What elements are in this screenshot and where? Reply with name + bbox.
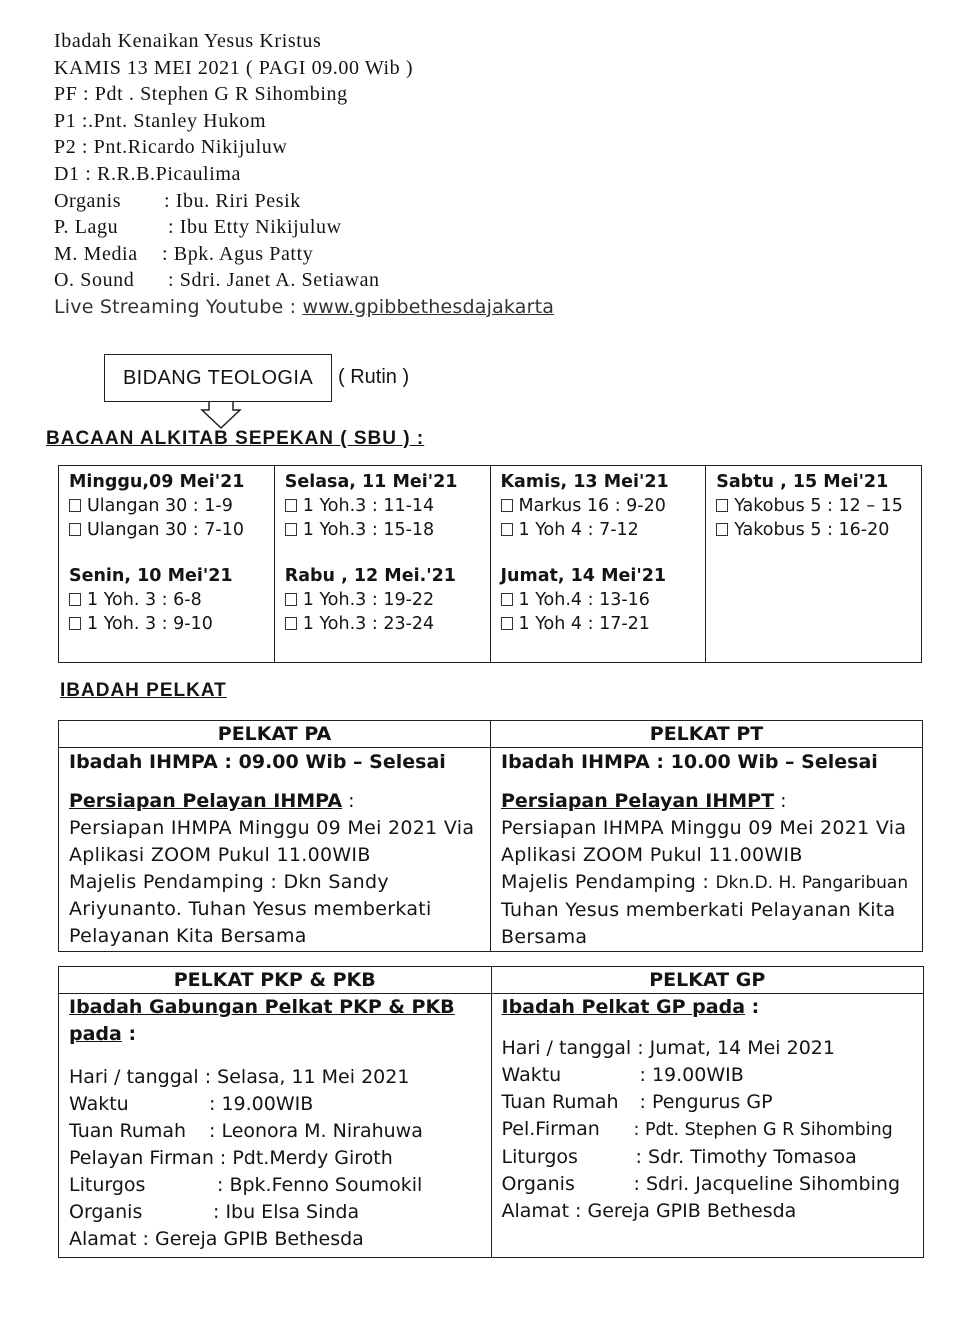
gp-title-line <box>502 994 914 1021</box>
reading-text: 1 Yoh.3 : 15-18 <box>302 520 435 540</box>
pt-line: Tuhan Yesus memberkati Pelayanan Kita <box>501 899 896 921</box>
reading-item <box>285 518 490 542</box>
mmedia-label: M. Media <box>54 242 138 265</box>
book-icon <box>285 499 297 512</box>
table-row <box>59 967 924 994</box>
organis-label: Organis <box>54 189 122 212</box>
sbu-table <box>58 465 922 663</box>
gp-pf-value: : Pdt. Stephen G R Sihombing <box>633 1120 893 1140</box>
organis-line <box>54 188 554 215</box>
pkp-alamat: Alamat : Gereja GPIB Bethesda <box>69 1228 364 1250</box>
sbu-column-3 <box>490 466 706 663</box>
sbu-day: Senin, 10 Mei'21 <box>69 566 233 586</box>
gp-tuan-label: Tuan Rumah <box>501 1091 619 1113</box>
gp-tuan-rumah <box>502 1089 914 1116</box>
pa-line: Ariyunanto. Tuhan Yesus memberkati <box>69 898 432 920</box>
p2-line: P2 : Pnt.Ricardo Nikijuluw <box>54 136 288 159</box>
reading-item <box>69 518 274 542</box>
book-icon <box>69 617 81 630</box>
pkp-liturgos-value: : Bpk.Fenno Soumokil <box>217 1174 423 1196</box>
gp-hari: Hari / tanggal : Jumat, 14 Mei 2021 <box>501 1037 835 1059</box>
plagu-line <box>54 214 554 241</box>
reading-text: Yakobus 5 : 16-20 <box>734 520 890 540</box>
pa-prep-heading <box>69 788 480 815</box>
reading-item <box>285 494 490 518</box>
reading-item <box>69 612 274 636</box>
book-icon <box>716 523 728 536</box>
bidang-note: ( Rutin ) <box>338 366 410 388</box>
sbu-day: Rabu , 12 Mei.'21 <box>284 566 456 586</box>
mmedia-value: : Bpk. Agus Patty <box>162 242 314 265</box>
book-icon <box>501 593 513 606</box>
live-url-link[interactable]: www.gpibbethesdajakarta <box>302 295 555 318</box>
pelkat-pa-pt-table <box>58 720 923 952</box>
sbu-day: Selasa, 11 Mei'21 <box>284 472 458 492</box>
pkp-hari: Hari / tanggal : Selasa, 11 Mei 2021 <box>69 1066 410 1088</box>
gp-alamat: Alamat : Gereja GPIB Bethesda <box>501 1200 797 1222</box>
d1-line: D1 : R.R.B.Picaulima <box>54 162 241 185</box>
plagu-value: : Ibu Etty Nikijuluw <box>168 216 342 239</box>
pkp-waktu <box>69 1091 481 1118</box>
p1-line: P1 :.Pnt. Stanley Hukom <box>54 109 267 132</box>
pt-majelis-label: Majelis Pendamping : <box>501 871 716 893</box>
book-icon <box>69 593 81 606</box>
pkp-waktu-label: Waktu <box>69 1093 129 1115</box>
sbu-column-2 <box>274 466 490 663</box>
sbu-column-1 <box>59 466 275 663</box>
book-icon <box>285 523 297 536</box>
sbu-day: Minggu,09 Mei'21 <box>69 472 245 492</box>
book-icon <box>69 523 81 536</box>
gp-liturgos <box>502 1144 914 1171</box>
gp-waktu-value: : 19.00WIB <box>639 1064 744 1086</box>
gp-organis <box>502 1171 914 1198</box>
book-icon <box>716 499 728 512</box>
reading-item <box>69 588 274 612</box>
pt-prep-heading <box>501 788 912 815</box>
pkp-waktu-value: : 19.00WIB <box>209 1093 314 1115</box>
pkp-organis-label: Organis <box>69 1201 143 1223</box>
pkp-tuan-label: Tuan Rumah <box>69 1120 187 1142</box>
pa-prep-title: Persiapan Pelayan IHMPA <box>69 790 343 812</box>
pelkat-pa-cell <box>59 748 491 952</box>
pelkat-pa-header: PELKAT PA <box>59 721 491 748</box>
reading-item <box>501 518 706 542</box>
gp-tuan-value: : Pengurus GP <box>639 1091 773 1113</box>
book-icon <box>501 523 513 536</box>
pkp-liturgos-label: Liturgos <box>69 1174 146 1196</box>
pkp-liturgos <box>69 1172 481 1199</box>
gp-waktu <box>502 1062 914 1089</box>
pa-ibadah: Ibadah IHMPA : 09.00 Wib – Selesai <box>69 751 446 773</box>
mmedia-line <box>54 241 554 268</box>
live-streaming-line <box>54 294 554 321</box>
service-date: KAMIS 13 MEI 2021 ( PAGI 09.00 Wib ) <box>54 56 414 79</box>
book-icon <box>501 499 513 512</box>
table-row <box>59 748 923 952</box>
pkp-title: Ibadah Gabungan Pelkat PKP & PKB <box>69 996 455 1018</box>
osound-line <box>54 267 554 294</box>
pelkat-title: IBADAH PELKAT <box>60 680 227 701</box>
pelkat-pt-cell <box>491 748 923 952</box>
pt-line: Persiapan IHMPA Minggu 09 Mei 2021 Via <box>501 817 907 839</box>
pkp-organis-value: : Ibu Elsa Sinda <box>213 1201 360 1223</box>
gp-waktu-label: Waktu <box>501 1064 562 1086</box>
pt-line <box>501 869 912 897</box>
organis-value: : Ibu. Riri Pesik <box>164 189 301 212</box>
book-icon <box>285 617 297 630</box>
reading-item <box>501 612 706 636</box>
pt-prep-title: Persiapan Pelayan IHMPT <box>501 790 775 812</box>
pelkat-pkp-gp-table <box>58 966 924 1258</box>
pa-line: Majelis Pendamping : Dkn Sandy <box>69 871 389 893</box>
reading-text: Ulangan 30 : 1-9 <box>87 496 233 516</box>
table-row <box>59 466 922 663</box>
pelkat-pkp-cell <box>59 994 492 1258</box>
reading-item <box>285 588 490 612</box>
table-row <box>59 994 924 1258</box>
pa-line: Pelayanan Kita Bersama <box>69 925 307 947</box>
reading-text: 1 Yoh.3 : 19-22 <box>302 590 435 610</box>
reading-text: 1 Yoh.3 : 23-24 <box>302 614 435 634</box>
pelkat-gp-cell <box>491 994 924 1258</box>
osound-label: O. Sound <box>54 269 135 292</box>
sbu-title: BACAAN ALKITAB SEPEKAN ( SBU ) : <box>46 428 425 449</box>
reading-text: 1 Yoh.3 : 11-14 <box>302 496 435 516</box>
book-icon <box>285 593 297 606</box>
reading-item <box>501 494 706 518</box>
reading-text: Yakobus 5 : 12 – 15 <box>734 496 903 516</box>
pa-prep-colon: : <box>342 790 355 812</box>
reading-item <box>716 494 921 518</box>
plagu-label: P. Lagu <box>54 216 119 239</box>
reading-item <box>716 518 921 542</box>
down-arrow-icon <box>200 400 242 430</box>
sbu-column-4 <box>706 466 922 663</box>
book-icon <box>69 499 81 512</box>
reading-text: Markus 16 : 9-20 <box>518 496 666 516</box>
reading-text: 1 Yoh 4 : 17-21 <box>518 614 650 634</box>
pkp-pelayan-firman: Pelayan Firman : Pdt.Merdy Giroth <box>69 1147 393 1169</box>
service-title: Ibadah Kenaikan Yesus Kristus <box>54 30 322 52</box>
pt-majelis-name: Dkn.D. H. Pangaribuan <box>715 873 909 893</box>
reading-text: 1 Yoh.4 : 13-16 <box>518 590 650 610</box>
gp-pel-firman <box>502 1116 914 1144</box>
pkp-tuan-rumah <box>69 1118 481 1145</box>
pelkat-pkp-header: PELKAT PKP & PKB <box>59 967 492 994</box>
reading-text: 1 Yoh. 3 : 6-8 <box>87 590 202 610</box>
pt-line: Bersama <box>501 926 588 948</box>
bidang-teologia-box: BIDANG TEOLOGIA <box>104 354 332 402</box>
gp-title: Ibadah Pelkat GP pada <box>501 996 746 1018</box>
pkp-title-colon: : <box>121 1023 137 1045</box>
pf-line: PF : Pdt . Stephen G R Sihombing <box>54 83 348 106</box>
pt-ibadah: Ibadah IHMPA : 10.00 Wib – Selesai <box>501 751 878 773</box>
reading-text: Ulangan 30 : 7-10 <box>87 520 244 540</box>
pkp-title-pada: pada <box>69 1023 122 1045</box>
pa-line: Aplikasi ZOOM Pukul 11.00WIB <box>69 844 371 866</box>
osound-value: : Sdri. Janet A. Setiawan <box>168 269 380 292</box>
table-row <box>59 721 923 748</box>
live-label: Live Streaming Youtube : <box>54 295 303 318</box>
pa-line: Persiapan IHMPA Minggu 09 Mei 2021 Via <box>69 817 475 839</box>
pelkat-gp-header: PELKAT GP <box>491 967 924 994</box>
pelkat-pt-header: PELKAT PT <box>491 721 923 748</box>
reading-item <box>69 494 274 518</box>
pkp-tuan-value: : Leonora M. Nirahuwa <box>209 1120 423 1142</box>
pkp-title-2 <box>69 1021 481 1048</box>
sbu-day: Jumat, 14 Mei'21 <box>500 566 667 586</box>
pt-prep-colon: : <box>774 790 787 812</box>
gp-organis-label: Organis <box>501 1173 575 1195</box>
reading-item <box>501 588 706 612</box>
gp-liturgos-label: Liturgos <box>501 1146 578 1168</box>
gp-pf-label: Pel.Firman <box>501 1118 600 1140</box>
reading-text: 1 Yoh 4 : 7-12 <box>518 520 639 540</box>
sbu-day: Sabtu , 15 Mei'21 <box>716 472 889 492</box>
sbu-day: Kamis, 13 Mei'21 <box>500 472 669 492</box>
book-icon <box>501 617 513 630</box>
service-header <box>54 28 554 321</box>
pkp-organis <box>69 1199 481 1226</box>
gp-liturgos-value: : Sdr. Timothy Tomasoa <box>635 1146 857 1168</box>
gp-title-colon: : <box>745 996 760 1018</box>
pt-line: Aplikasi ZOOM Pukul 11.00WIB <box>501 844 803 866</box>
reading-item <box>285 612 490 636</box>
reading-text: 1 Yoh. 3 : 9-10 <box>87 614 213 634</box>
gp-organis-value: : Sdri. Jacqueline Sihombing <box>633 1173 901 1195</box>
